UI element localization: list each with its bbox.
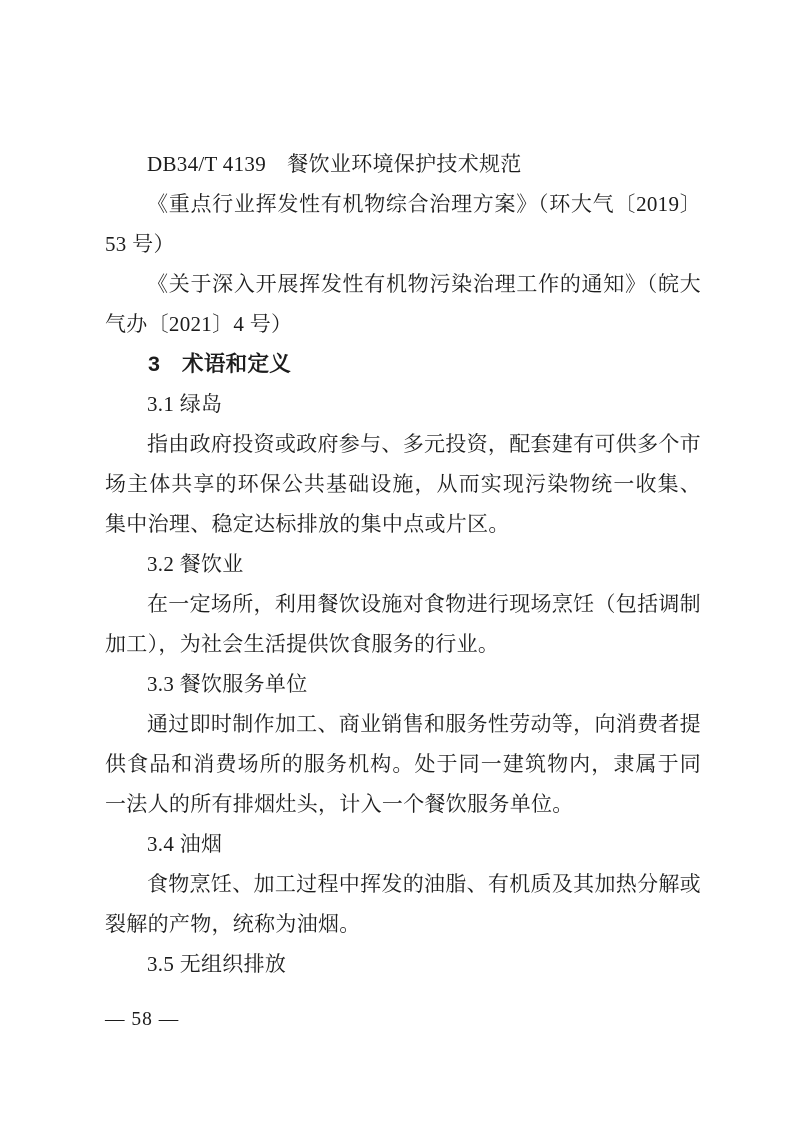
term-heading-3-2-catering-industry: 3.2 餐饮业 (147, 552, 244, 576)
section-heading-terms-definitions: 3 术语和定义 (148, 352, 292, 376)
reference-standard-db34: DB34/T 4139 餐饮业环境保护技术规范 (147, 152, 522, 176)
document-body (105, 144, 701, 984)
term-heading-3-3-catering-service-unit: 3.3 餐饮服务单位 (147, 672, 308, 696)
definition-3-1: 指由政府投资或政府参与、多元投资，配套建有可供多个市场主体共享的环保公共基础设施，从而实现污染物统一收集、集中治理、稳定达标排放的集中点或片区。 (105, 432, 701, 536)
term-heading-3-5-fugitive-emission: 3.5 无组织排放 (147, 952, 287, 976)
definition-3-4: 食物烹饪、加工过程中挥发的油脂、有机质及其加热分解或裂解的产物，统称为油烟。 (105, 872, 701, 936)
reference-voc-notice: 《关于深入开展挥发性有机物污染治理工作的通知》（皖大气办〔2021〕4 号） (105, 272, 701, 336)
definition-3-2: 在一定场所，利用餐饮设施对食物进行现场烹饪（包括调制加工），为社会生活提供饮食服务的行业。 (105, 592, 701, 656)
term-heading-3-4-cooking-fume: 3.4 油烟 (147, 832, 223, 856)
definition-3-3: 通过即时制作加工、商业销售和服务性劳动等，向消费者提供食品和消费场所的服务机构。处于同一建筑物内，隶属于同一法人的所有排烟灶头，计入一个餐饮服务单位。 (105, 712, 701, 816)
page-number: — 58 — (105, 1009, 180, 1030)
term-heading-3-1-green-island: 3.1 绿岛 (147, 392, 223, 416)
reference-voc-plan: 《重点行业挥发性有机物综合治理方案》（环大气〔2019〕53 号） (105, 192, 701, 256)
